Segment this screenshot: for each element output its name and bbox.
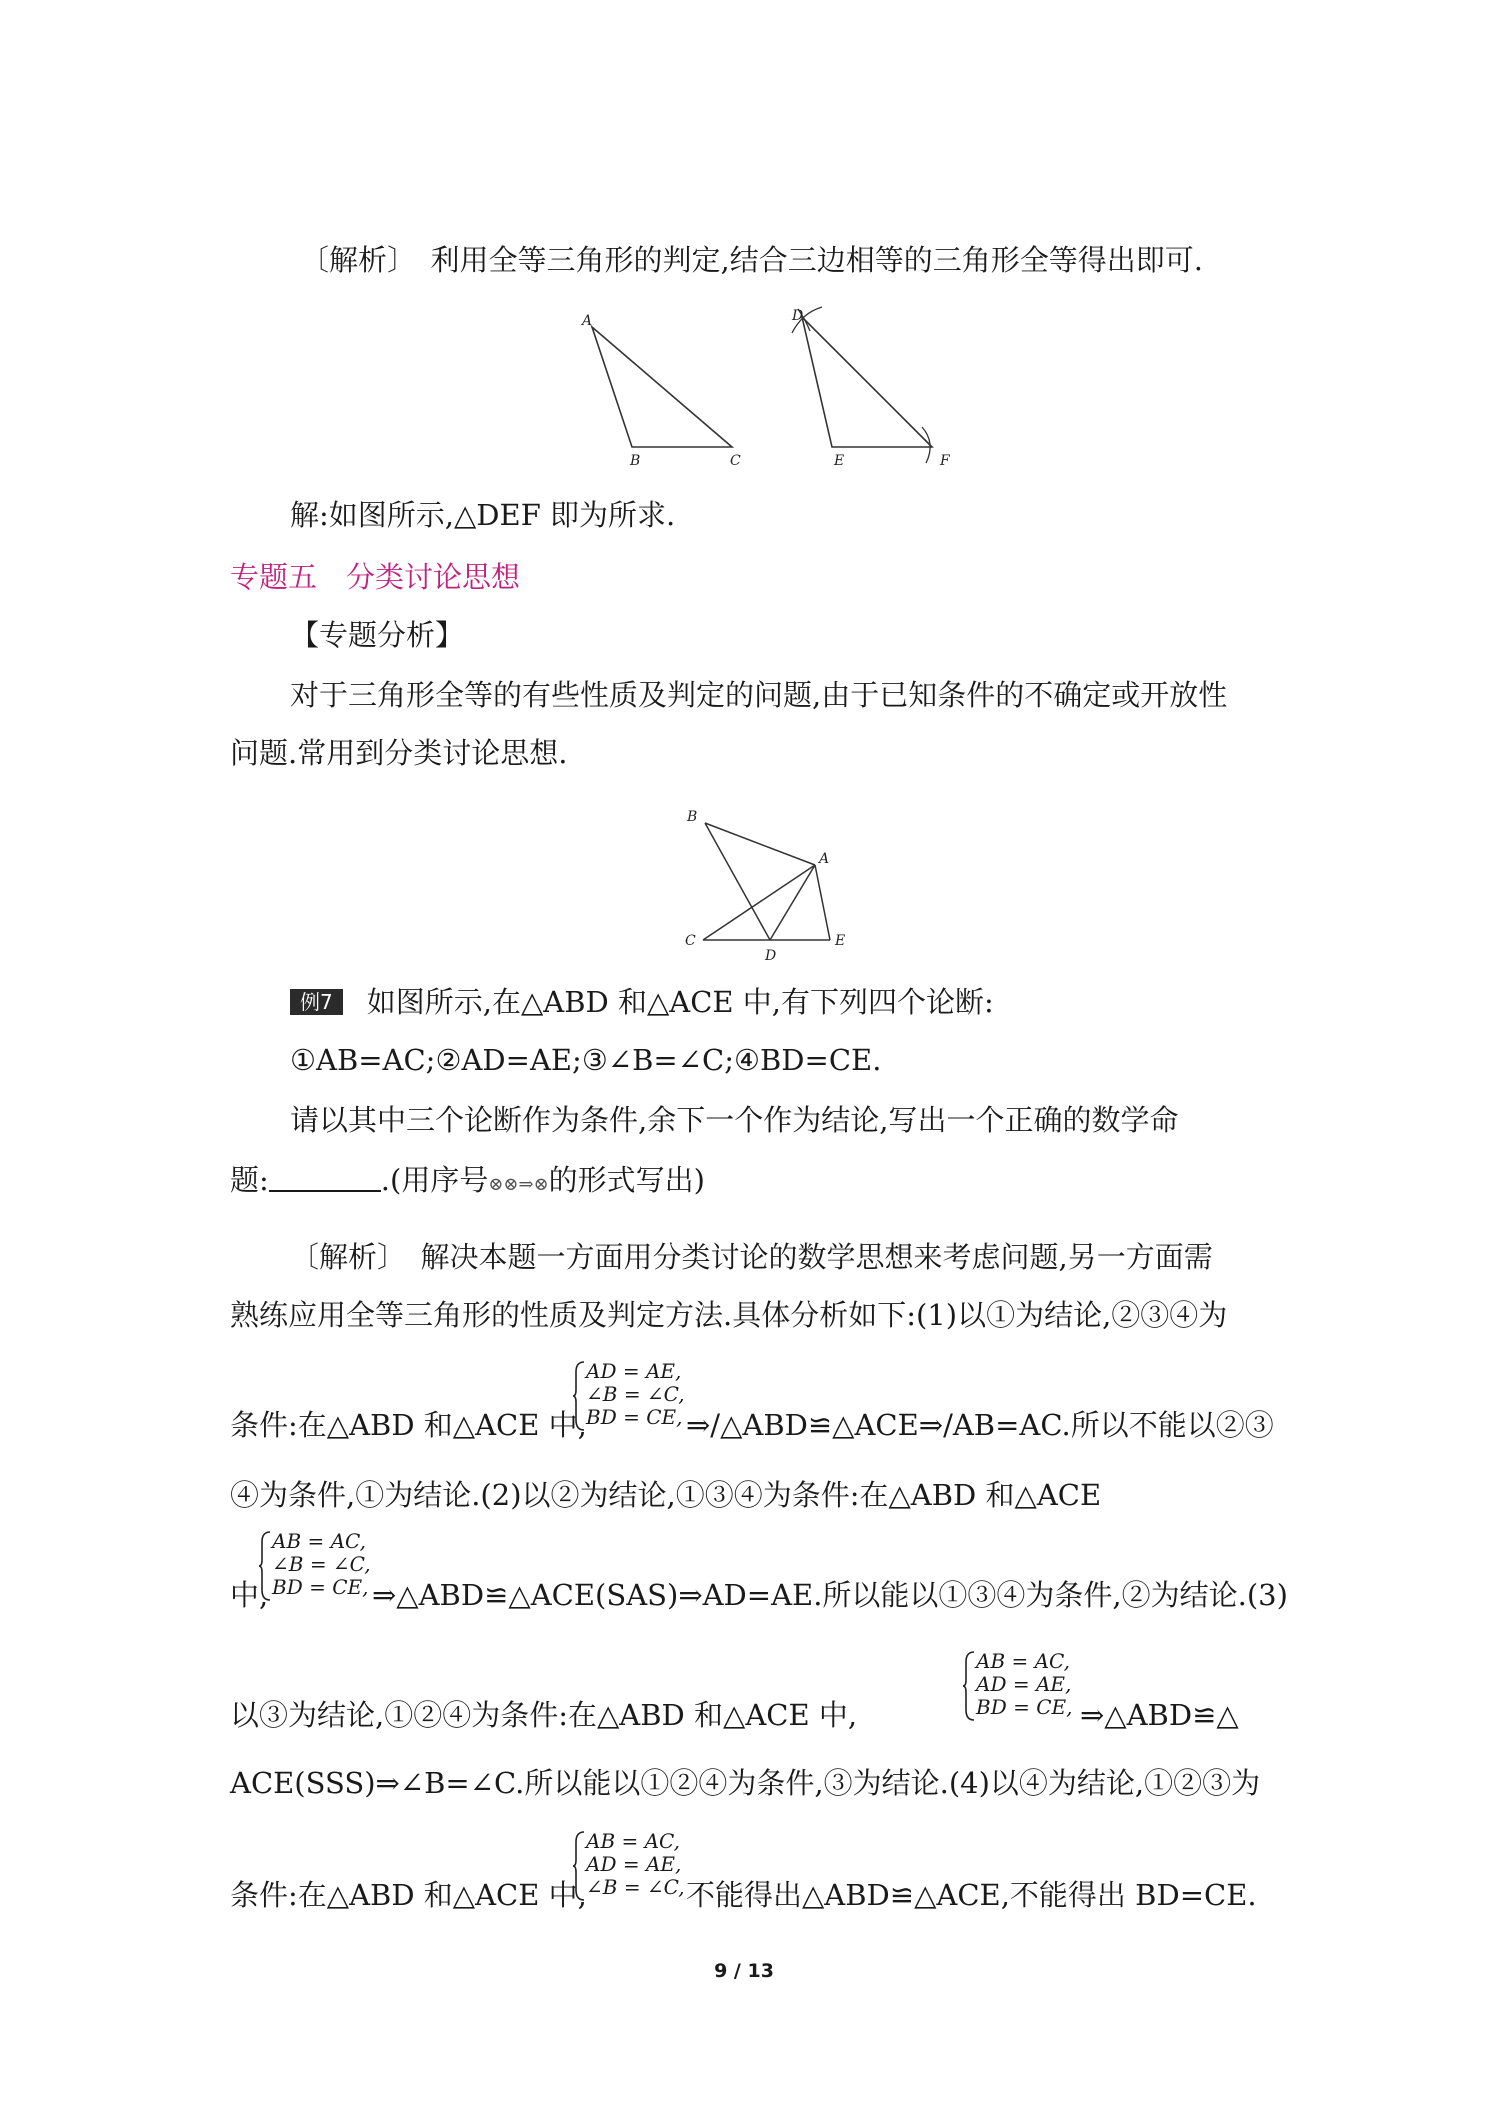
system-4-eq-3: ∠B = ∠C, <box>586 1875 685 1899</box>
fig2-label-e: E <box>835 933 846 949</box>
subsection-heading: 【专题分析】 <box>290 618 465 652</box>
system-2 <box>272 1530 371 1599</box>
case3-prefix: 以③为结论,①②④为条件:在△ABD 和△ACE 中, <box>230 1698 858 1732</box>
section-heading: 专题五 分类讨论思想 <box>230 560 521 594</box>
paragraph-line-1: 对于三角形全等的有些性质及判定的问题,由于已知条件的不确定或开放性 <box>290 678 1228 712</box>
case1-suffix: ⇒/△ABD≌△ACE⇒/AB=AC.所以不能以②③ <box>686 1408 1274 1442</box>
system-2-eq-3: BD = CE, <box>272 1575 369 1599</box>
case2-suffix: ⇒△ABD≌△ACE(SAS)⇒AD=AE.所以能以①③④为条件,②为结论.(3) <box>372 1578 1288 1612</box>
label-e: E <box>834 453 845 465</box>
question-line-1: 请以其中三个论断作为条件,余下一个作为结论,写出一个正确的数学命 <box>290 1103 1179 1137</box>
system-3-eq-1: AB = AC, <box>976 1649 1071 1673</box>
system-1-eq-1: AD = AE, <box>586 1359 682 1383</box>
case2-prefix: 中, <box>230 1578 269 1612</box>
fig2-label-d: D <box>765 948 777 964</box>
label-b: B <box>630 453 641 465</box>
label-d: D <box>792 308 804 324</box>
answer-blank[interactable] <box>269 1166 381 1192</box>
case4-suffix: 不能得出△ABD≌△ACE,不能得出 BD=CE. <box>686 1878 1257 1912</box>
label-a: A <box>582 313 593 329</box>
analysis-line-2: 〔解析〕 解决本题一方面用分类讨论的数学思想来考虑问题,另一方面需 <box>290 1240 1213 1274</box>
fig2-label-b: B <box>687 809 698 825</box>
analysis-line-1: 〔解析〕 利用全等三角形的判定,结合三边相等的三角形全等得出即可. <box>300 243 1203 277</box>
label-c: C <box>730 453 741 465</box>
page-number: 9 / 13 <box>714 1960 774 1982</box>
fig2-label-c: C <box>685 933 696 949</box>
format-symbols: ⊗⊗⇒⊗ <box>488 1174 549 1195</box>
label-f: F <box>940 453 950 465</box>
system-4-eq-1: AB = AC, <box>586 1829 681 1853</box>
system-1-eq-2: ∠B = ∠C, <box>586 1382 685 1406</box>
analysis-line-5: ACE(SSS)⇒∠B=∠C.所以能以①②④为条件,③为结论.(4)以④为结论,①②③为 <box>230 1766 1261 1800</box>
fig2-label-a: A <box>819 851 830 867</box>
case1-prefix: 条件:在△ABD 和△ACE 中, <box>230 1408 587 1442</box>
system-2-eq-1: AB = AC, <box>272 1529 367 1553</box>
system-3 <box>976 1650 1072 1719</box>
figure-triangles-abd-ace <box>675 805 865 975</box>
question-mid: .(用序号 <box>380 1163 489 1197</box>
example-line <box>290 982 994 1022</box>
case3-suffix: ⇒△ABD≌△ <box>1080 1698 1239 1732</box>
system-4 <box>586 1830 685 1899</box>
analysis-line-3: 熟练应用全等三角形的性质及判定方法.具体分析如下:(1)以①为结论,②③④为 <box>230 1298 1228 1332</box>
question-line-2 <box>230 1160 705 1205</box>
system-3-eq-3: BD = CE, <box>976 1695 1073 1719</box>
paragraph-line-2: 问题.常用到分类讨论思想. <box>230 736 568 770</box>
system-1-eq-3: BD = CE, <box>586 1405 683 1429</box>
case4-prefix: 条件:在△ABD 和△ACE 中, <box>230 1878 587 1912</box>
example-text: 如图所示,在△ABD 和△ACE 中,有下列四个论断: <box>366 985 994 1019</box>
triangle-def <box>802 317 932 447</box>
analysis-line-4: ④为条件,①为结论.(2)以②为结论,①③④为条件:在△ABD 和△ACE <box>230 1478 1102 1512</box>
figure-triangles-abc-def <box>570 305 990 465</box>
system-2-eq-2: ∠B = ∠C, <box>272 1552 371 1576</box>
system-1 <box>586 1360 685 1429</box>
question-suffix: 的形式写出) <box>548 1163 705 1197</box>
solution-line: 解:如图所示,△DEF 即为所求. <box>290 498 676 532</box>
system-3-eq-2: AD = AE, <box>976 1672 1072 1696</box>
brace-3 <box>962 1650 976 1722</box>
question-prefix: 题: <box>230 1163 269 1197</box>
triangle-abc <box>592 327 732 447</box>
conditions-line: ①AB=AC;②AD=AE;③∠B=∠C;④BD=CE. <box>290 1043 882 1077</box>
system-4-eq-2: AD = AE, <box>586 1852 682 1876</box>
example-tag: 例7 <box>290 989 343 1015</box>
